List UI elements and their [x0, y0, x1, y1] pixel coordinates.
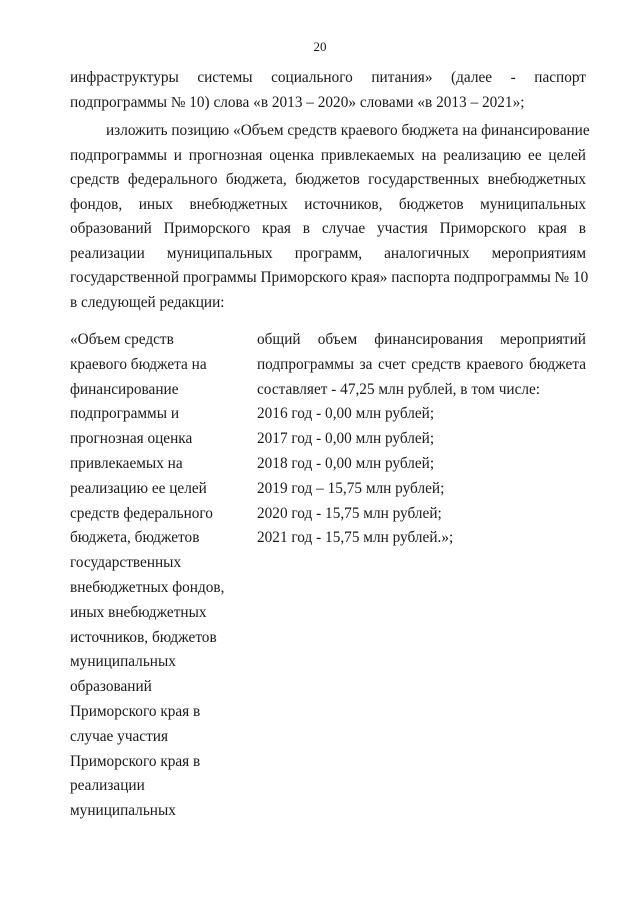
paragraph-line: подпрограммы № 10) слова «в 2013 – 2020» словами «в 2013 – 2021»; — [70, 93, 525, 111]
position-name-line: краевого бюджета на — [70, 355, 207, 373]
position-name-line: финансирование — [70, 380, 179, 398]
position-name-line: привлекаемых на — [70, 454, 183, 472]
position-name-line: муниципальных — [70, 653, 176, 671]
paragraph-line: изложить позицию «Объем средств краевого бюджета на финансирование — [106, 122, 590, 139]
position-name-line: реализацию ее целей — [70, 479, 207, 497]
paragraph-line: средств федерального бюджета, бюджетов государственных внебюджетных — [70, 171, 586, 188]
paragraph-line: подпрограммы и прогнозная оценка привлекаемых на реализацию ее целей — [70, 146, 586, 164]
position-name-line: случае участия — [70, 727, 168, 745]
paragraph-line: в следующей редакции: — [70, 293, 225, 311]
paragraph-line: государственной программы Приморского края» паспорта подпрограммы № 10 — [70, 269, 589, 286]
value-line: подпрограммы за счет средств краевого бюджета — [257, 355, 586, 373]
position-name-line: государственных — [70, 554, 182, 572]
position-name-line: источников, бюджетов — [70, 628, 217, 646]
position-name-line: внебюджетных фондов, — [70, 578, 225, 596]
value-line: составляет - 47,25 млн рублей, в том числе: — [257, 380, 541, 398]
position-name-line: иных внебюджетных — [70, 603, 207, 621]
position-name-line: «Объем средств — [70, 331, 174, 348]
position-name-line: Приморского края в — [70, 702, 201, 720]
position-name-line: Приморского края в — [70, 752, 201, 770]
paragraph-line: реализации муниципальных программ, аналогичных мероприятиям — [70, 244, 586, 262]
position-name-line: средств федерального — [70, 504, 213, 522]
position-name-line: реализации — [70, 777, 145, 795]
year-funding-line: 2016 год - 0,00 млн рублей; — [257, 405, 435, 423]
year-funding-line: 2017 год - 0,00 млн рублей; — [257, 430, 435, 448]
position-value-cell — [257, 328, 586, 551]
position-name-line: подпрограммы и — [70, 405, 180, 423]
value-line: общий объем финансирования мероприятий — [257, 331, 586, 348]
year-funding-line: 2019 год – 15,75 млн рублей; — [257, 479, 445, 497]
position-name-line: бюджета, бюджетов — [70, 529, 200, 547]
year-funding-line: 2021 год - 15,75 млн рублей.»; — [257, 529, 454, 547]
year-funding-line: 2018 год - 0,00 млн рублей; — [257, 454, 435, 472]
paragraph-line: инфраструктуры системы социального питания» (далее - паспорт — [70, 69, 586, 86]
page-number: 20 — [313, 39, 327, 54]
position-name-cell — [70, 328, 240, 824]
year-funding-line: 2020 год - 15,75 млн рублей; — [257, 504, 442, 522]
paragraph-line: фондов, иных внебюджетных источников, бюджетов муниципальных — [70, 195, 586, 213]
paragraph-2 — [70, 119, 590, 315]
paragraph-1 — [70, 66, 586, 115]
position-name-line: прогнозная оценка — [70, 430, 193, 448]
paragraph-line: образований Приморского края в случае участия Приморского края в — [70, 220, 586, 237]
position-name-line: образований — [70, 678, 152, 696]
position-name-line: муниципальных — [70, 802, 176, 820]
